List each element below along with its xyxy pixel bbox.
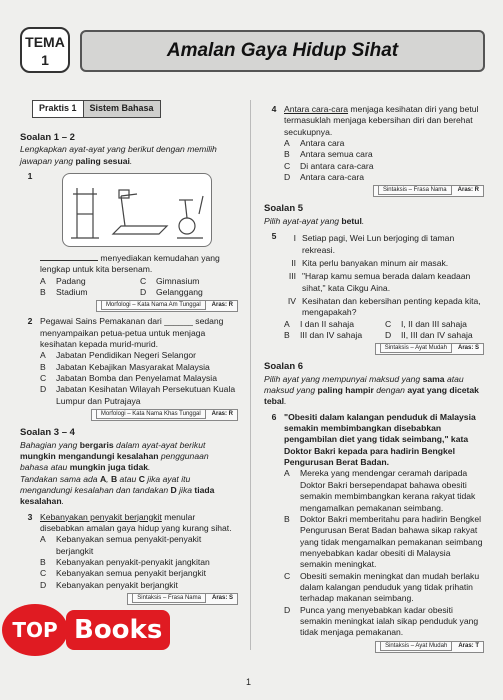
title-banner: [80, 30, 485, 72]
roman-numeral: III: [288, 271, 296, 282]
tag-text: Morfologi – Kata Nama Khas Tunggal: [96, 409, 206, 419]
column-divider: [250, 100, 251, 650]
tag-text: Sintaksis – Frasa Nama: [132, 593, 206, 603]
instr-text: atau maksud yang: [264, 373, 464, 396]
instr-text: Bahagian yang: [20, 439, 80, 450]
level-text: Aras: R: [211, 411, 233, 418]
answer-blank: [40, 260, 98, 261]
statement-item: [284, 258, 484, 269]
statement-text: Kesihatan dan kebersihan penting kepada kita, mengapakah?: [302, 295, 481, 318]
instr-bold: paling hampir: [317, 385, 374, 396]
left-column: [20, 100, 238, 605]
skill-tag: [284, 641, 484, 653]
option-text[interactable]: Mereka yang mendengar ceramah daripada Doktor Bakri bersependapat bahawa obesiti semakin membimbangkan kerana rakyat tidak mengamalkan pemakanan seimbang.: [300, 468, 476, 513]
option-letter[interactable]: C: [40, 568, 47, 579]
option-letter[interactable]: A: [40, 275, 46, 286]
roman-numeral: II: [291, 257, 296, 268]
praktis-number: Praktis 1: [33, 101, 84, 117]
question-stem: [40, 512, 238, 535]
option-letter[interactable]: C: [40, 373, 47, 384]
options-grid: [40, 276, 238, 299]
question-number: 3: [27, 511, 33, 522]
option-text[interactable]: Jabatan Kebajikan Masyarakat Malaysia: [56, 361, 210, 372]
page-number: 1: [246, 677, 252, 687]
option-text[interactable]: Jabatan Pendidikan Negeri Selangor: [56, 350, 196, 361]
option-text[interactable]: Kebanyakan semua penyakit berjangkit: [56, 568, 207, 579]
option-letter[interactable]: D: [284, 604, 291, 615]
option-text[interactable]: Di antara cara-cara: [300, 160, 374, 171]
instr-text: dalam ayat-ayat berikut: [113, 439, 206, 450]
skill-tag: [284, 343, 484, 355]
option-letter[interactable]: A: [284, 318, 290, 329]
option-letter[interactable]: D: [140, 287, 147, 298]
question-number: 1: [27, 171, 33, 182]
tema-label: TEMA: [25, 34, 65, 50]
option-letter[interactable]: B: [40, 557, 46, 567]
section-title-6: Soalan 6: [264, 361, 304, 373]
praktis-label: [32, 100, 161, 118]
section-title-3-4: Soalan 3 – 4: [20, 427, 75, 439]
instr-text: penggunaan bahasa atau: [20, 450, 209, 473]
section-title-5: Soalan 5: [264, 203, 304, 215]
option-text[interactable]: Doktor Bakri memberitahu para hadirin Bengkel Pengurusan Berat Badan bahawa sikap rakyat yang tidak mengamalkan pemakanan seimbang menyebabkan kadar obesiti di Malaysia semakin meningkat.: [300, 513, 483, 570]
option-text[interactable]: Punca yang menyebabkan kadar obesiti semakin meningkat ialah sikap penduduk yang tidak menjaga pemakanan.: [300, 604, 479, 638]
option-letter[interactable]: D: [40, 384, 47, 395]
option-letter[interactable]: B: [40, 361, 46, 372]
option-letter[interactable]: B: [284, 513, 290, 524]
option-letter[interactable]: B: [284, 329, 290, 340]
option-letter[interactable]: C: [140, 275, 147, 286]
question-6: [264, 412, 484, 653]
statement-item: [284, 296, 484, 319]
question-text: menjaga kesihatan diri yang betul termasuklah menjaga kebersihan diri dan berehat secukupnya.: [284, 104, 479, 137]
question-4: [264, 104, 484, 197]
options-list: [284, 138, 484, 183]
instr-bold: D: [170, 484, 177, 495]
option-letter[interactable]: B: [284, 149, 290, 160]
instr-text: Lengkapkan ayat-ayat yang berikut dengan memilih jawapan yang: [20, 144, 217, 166]
question-number: 6: [271, 411, 277, 422]
roman-numeral: I: [293, 233, 296, 244]
option-text[interactable]: Kebanyakan penyakit-penyakit jangkitan: [56, 557, 210, 567]
instr-bold: betul: [341, 215, 362, 226]
option-text[interactable]: III dan IV sahaja: [300, 329, 363, 340]
question-stem: [284, 104, 484, 138]
question-stem: [40, 253, 238, 276]
instr-text: Pilih ayat yang mempunyai maksud yang: [264, 373, 423, 384]
question-5: [264, 231, 484, 355]
options-grid: [284, 319, 484, 342]
option-letter[interactable]: D: [284, 172, 291, 183]
option-letter[interactable]: C: [284, 160, 291, 171]
instr-bold: tiada kesalahan: [20, 484, 215, 507]
question-text: menyediakan kemudahan yang lengkap untuk kita bersenam.: [40, 253, 220, 275]
topbooks-logo: [2, 600, 167, 660]
instr-bold: mungkin mengandungi kesalahan: [20, 450, 159, 461]
option-letter[interactable]: D: [40, 579, 47, 590]
instr-text: .: [284, 396, 287, 407]
instr-text: jika ayat itu mengandungi kesalahan dan tandakan: [20, 473, 191, 495]
instr-text: dengan: [373, 385, 408, 396]
skill-tag: [284, 185, 484, 197]
instr-text: Tandakan sama ada: [20, 473, 100, 484]
option-text[interactable]: Antara semua cara: [300, 149, 373, 160]
statement-text: Setiap pagi, Wei Lun berjoging di taman rekreasi.: [302, 233, 455, 255]
tag-text: Morfologi – Kata Nama Am Tunggal: [101, 300, 206, 310]
option-text[interactable]: Kebanyakan penyakit berjangkit: [56, 579, 178, 590]
option-text[interactable]: Jabatan Kesihatan Wilayah Persekutuan Kuala Lumpur dan Putrajaya: [56, 384, 236, 406]
option-text[interactable]: Padang: [56, 275, 86, 286]
section-instruction-5: [264, 216, 484, 227]
option-text[interactable]: Stadium: [56, 287, 88, 298]
skill-tag: [40, 409, 238, 421]
statement-item: [284, 233, 484, 256]
option-text[interactable]: Antara cara-cara: [300, 172, 365, 183]
option-text[interactable]: II, III dan IV sahaja: [401, 329, 473, 340]
statement-text: "Harap kamu semua berada dalam keadaan sihat," kata Cikgu Aina.: [302, 271, 471, 293]
right-column: [264, 104, 484, 653]
option-letter[interactable]: D: [385, 329, 392, 340]
instr-text: .: [61, 496, 64, 507]
question-text: "Obesiti dalam kalangan penduduk di Malaysia semakin membimbangkan disebabkan pengambilan diet yang tidak seimbang," kata Doktor Bakri kepada para hadirin Bengkel Pengurusan Berat Badan.: [284, 411, 476, 468]
question-text: Pegawai Sains Pemakanan dari ______ sedang menyampaikan petua-petua untuk menjaga kesihatan kepada murid-murid.: [40, 316, 224, 350]
instr-bold: B: [110, 473, 118, 484]
instr-bold: A: [99, 473, 107, 484]
question-number: 2: [27, 316, 33, 327]
level-text: Aras: R: [211, 302, 233, 309]
instr-end: .: [129, 155, 133, 166]
underlined-phrase: Kebanyakan penyakit berjangkit: [40, 511, 162, 522]
instr-text: Pilih ayat-ayat yang: [264, 215, 342, 226]
option-letter[interactable]: A: [284, 468, 290, 479]
section-instruction-3-4: [20, 440, 238, 508]
question-number: 4: [271, 104, 277, 114]
question-text: menular disebabkan amalan gaya hidup yang kurang sihat.: [40, 511, 232, 533]
option-text[interactable]: Obesiti semakin meningkat dan mudah berlaku dalam kalangan penduduk yang tidak prihatin terhadap makanan seimbang.: [300, 570, 480, 604]
instr-bold: paling sesuai: [75, 155, 130, 166]
option-text[interactable]: Kebanyakan semua penyakit-penyakit berjangkit: [56, 534, 202, 556]
skill-tag: [40, 300, 238, 312]
logo-word: Books: [66, 610, 170, 650]
options-list: [40, 534, 238, 591]
logo-badge: TOP: [2, 604, 68, 656]
question-1: [20, 171, 238, 312]
option-letter[interactable]: B: [40, 287, 46, 298]
options-list: [284, 468, 484, 638]
gym-equipment-illustration: [62, 173, 212, 247]
question-2: [20, 316, 238, 421]
praktis-topic: Sistem Bahasa: [84, 101, 160, 117]
tema-number: 1: [41, 52, 49, 68]
instr-text: ,: [106, 473, 111, 484]
underlined-phrase: Antara cara-cara: [284, 104, 349, 114]
instr-bold: sama: [422, 373, 445, 384]
question-3: [20, 512, 238, 605]
option-text[interactable]: Antara cara: [300, 138, 345, 149]
instr-bold: ayat yang dicetak tebal: [264, 385, 479, 407]
option-text[interactable]: Gelanggang: [156, 287, 203, 298]
option-text[interactable]: I, II dan III sahaja: [401, 318, 467, 329]
tag-text: Sintaksis – Ayat Mudah: [380, 343, 452, 353]
level-text: Aras: S: [457, 345, 479, 352]
option-text[interactable]: Jabatan Bomba dan Penyelamat Malaysia: [56, 373, 217, 384]
tag-text: Sintaksis – Ayat Mudah: [380, 641, 452, 651]
instr-text: .: [148, 462, 151, 473]
option-letter[interactable]: A: [40, 350, 46, 361]
option-letter[interactable]: C: [284, 570, 291, 581]
instr-end: .: [361, 215, 365, 226]
level-text: Aras: T: [458, 642, 479, 649]
level-text: Aras: R: [457, 187, 479, 194]
option-letter[interactable]: A: [284, 138, 290, 149]
instr-bold: mungkin juga tidak: [69, 462, 149, 473]
section-instruction-1-2: [20, 144, 238, 167]
page-title: Amalan Gaya Hidup Sihat: [166, 40, 399, 61]
option-text[interactable]: Gimnasium: [156, 275, 200, 286]
statement-text: Kita perlu banyakan minum air masak.: [302, 257, 449, 268]
instr-text: atau: [117, 473, 139, 484]
level-text: Aras: S: [211, 595, 233, 602]
option-letter[interactable]: C: [385, 318, 392, 329]
tag-text: Sintaksis – Frasa Nama: [378, 185, 452, 195]
options-list: [40, 350, 238, 407]
section-title-1-2: Soalan 1 – 2: [20, 131, 75, 143]
statement-item: [284, 271, 484, 294]
roman-numeral: IV: [287, 295, 296, 306]
tema-badge: [20, 27, 70, 73]
section-instruction-6: [264, 374, 484, 408]
instr-text: jika: [176, 484, 195, 495]
option-letter[interactable]: A: [40, 534, 46, 545]
instr-bold: C: [138, 473, 145, 484]
question-number: 5: [271, 231, 277, 242]
instr-bold: bergaris: [79, 439, 114, 450]
option-text[interactable]: I dan II sahaja: [300, 318, 354, 329]
